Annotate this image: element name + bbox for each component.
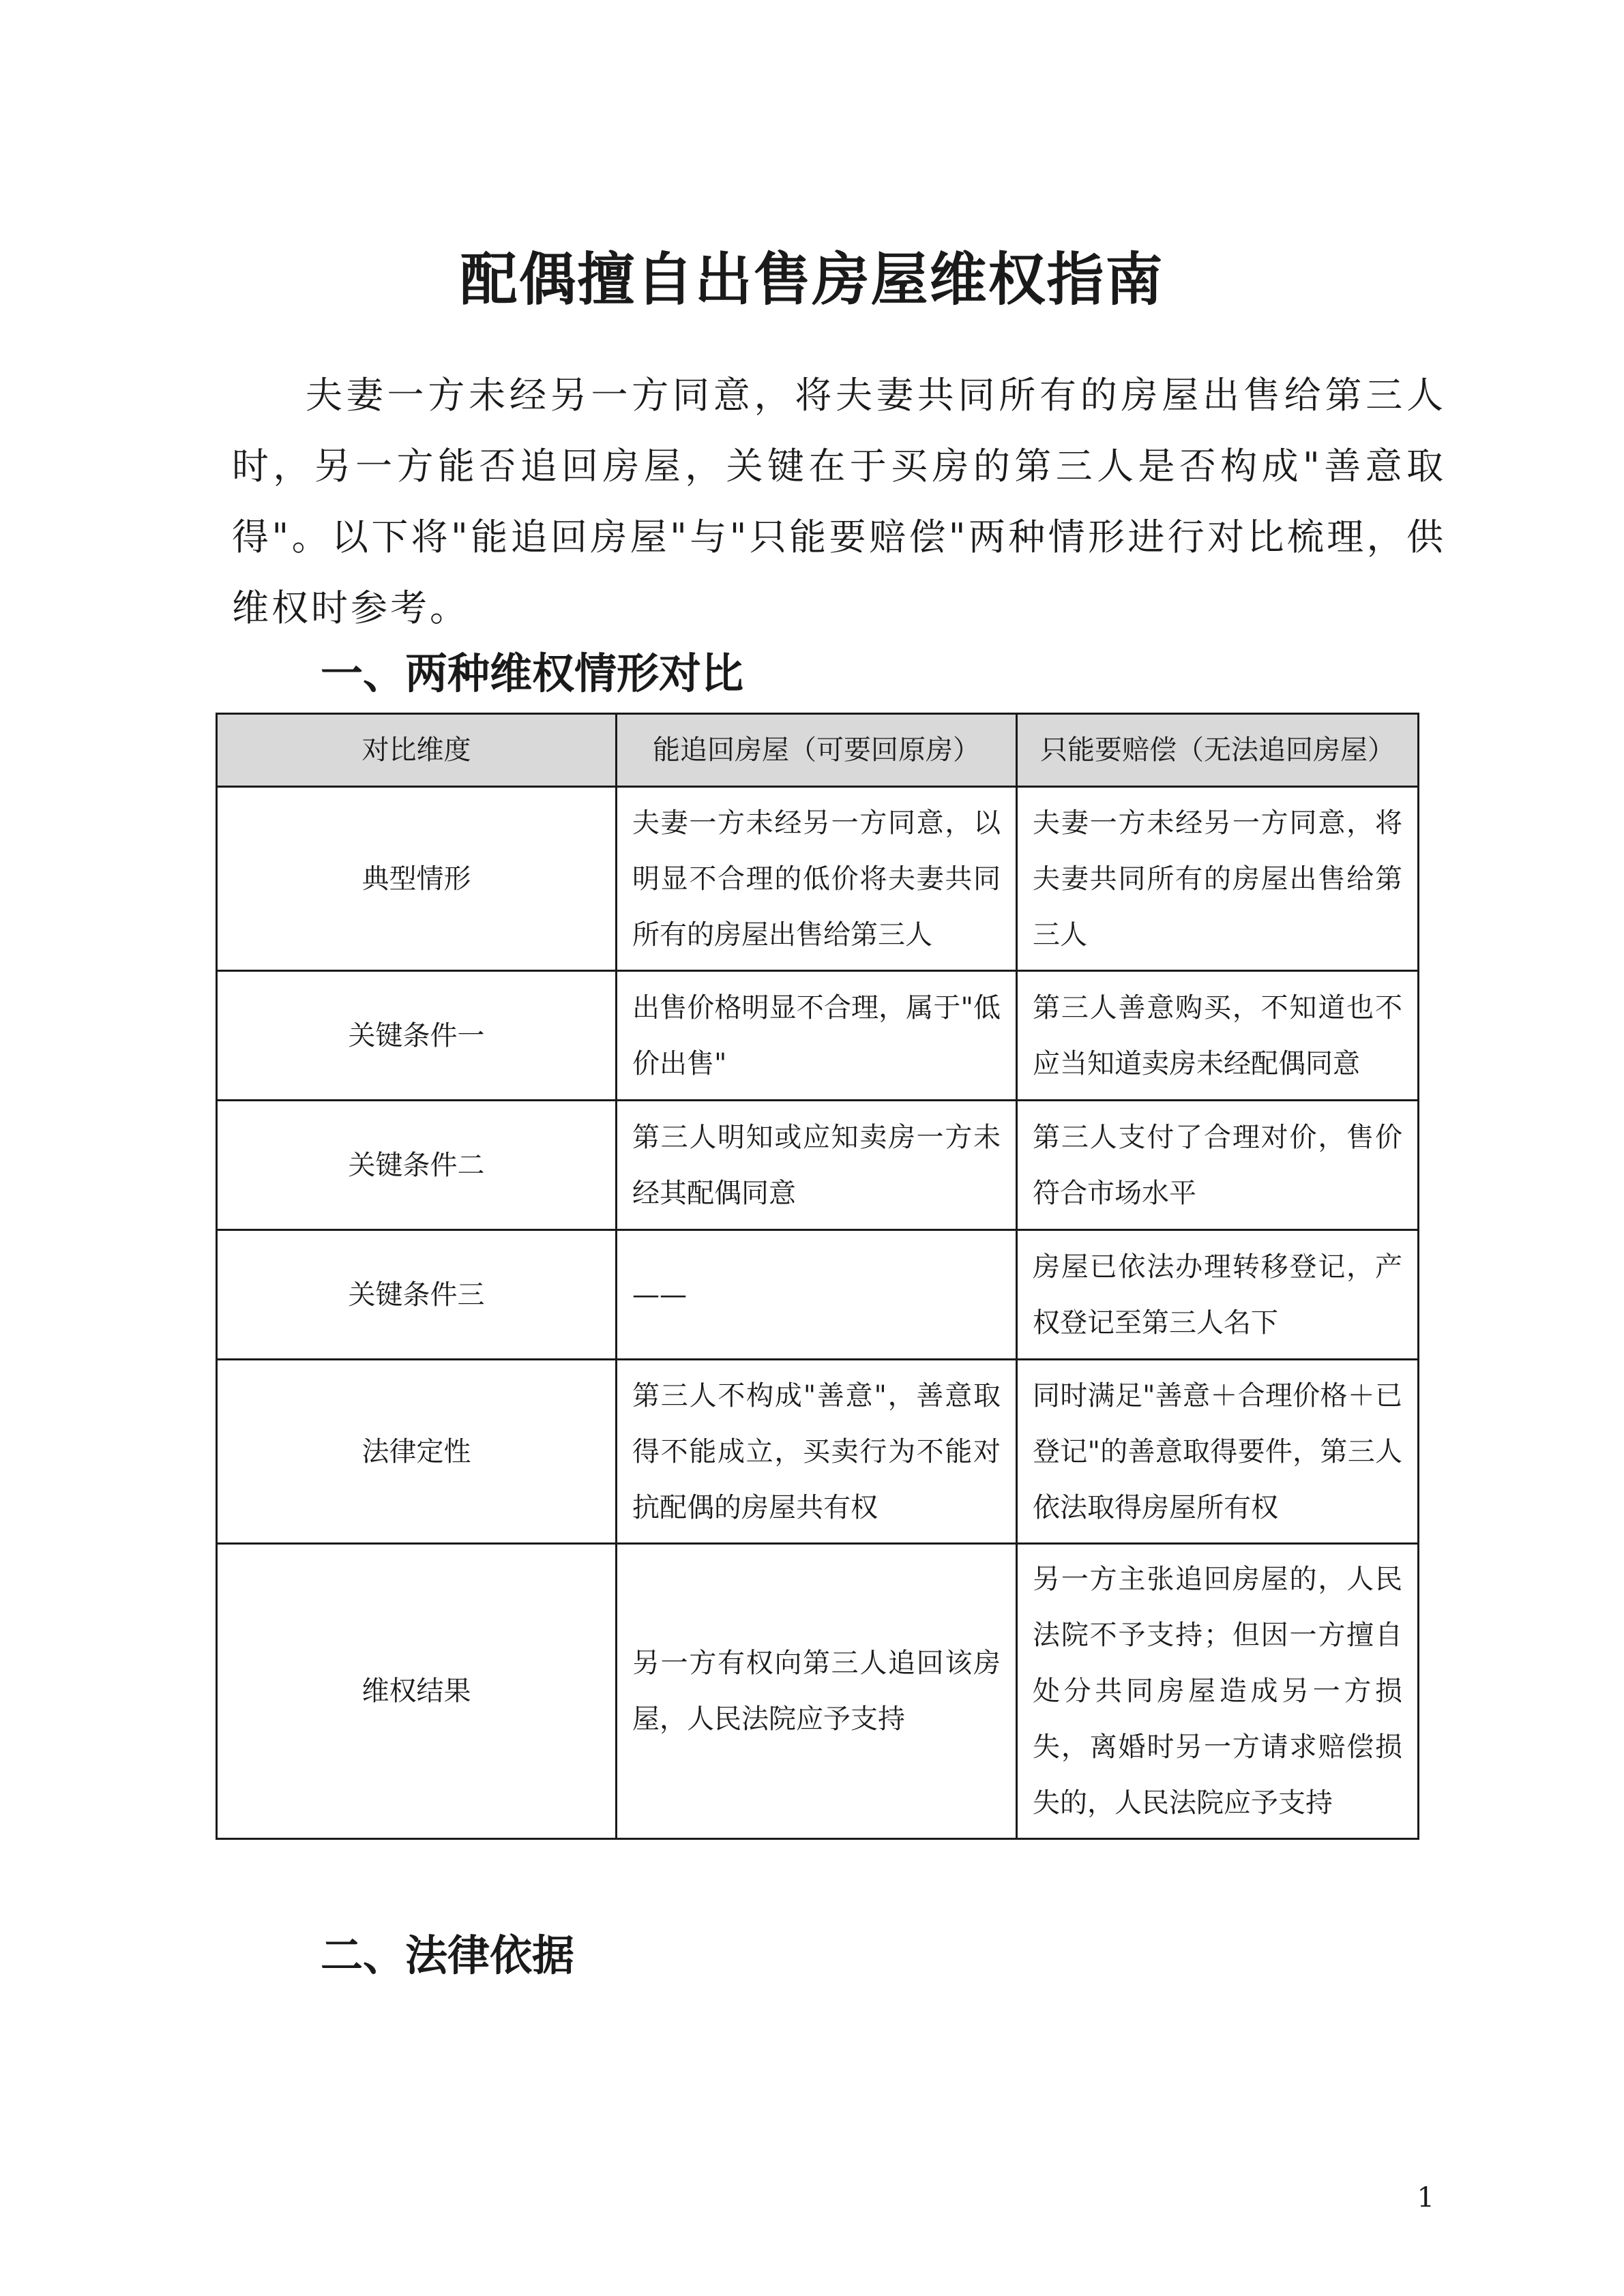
dimension-cell: 关键条件二 (217, 1101, 617, 1230)
compensate-cell: 第三人善意购买，不知道也不应当知道卖房未经配偶同意 (1017, 971, 1419, 1101)
header-dimension: 对比维度 (217, 714, 617, 787)
table-row (217, 1544, 1419, 1839)
intro-paragraph: 夫妻一方未经另一方同意，将夫妻共同所有的房屋出售给第三人时，另一方能否追回房屋，关键在于买房的第三人是否构成"善意取得"。以下将"能追回房屋"与"只能要赔偿"两种情形进行对比梳理，供维权时参考。 (232, 374, 1446, 629)
dimension-cell: 典型情形 (217, 787, 617, 971)
compensate-cell: 另一方主张追回房屋的，人民法院不予支持；但因一方擅自处分共同房屋造成另一方损失，离婚时另一方请求赔偿损失的，人民法院应予支持 (1017, 1544, 1419, 1839)
header-recover-house: 能追回房屋（可要回原房） (617, 714, 1017, 787)
compensate-cell: 房屋已依法办理转移登记，产权登记至第三人名下 (1017, 1230, 1419, 1360)
table-row (217, 1101, 1419, 1230)
recover-cell: 夫妻一方未经另一方同意，以明显不合理的低价将夫妻共同所有的房屋出售给第三人 (617, 787, 1017, 971)
header-compensation-only: 只能要赔偿（无法追回房屋） (1017, 714, 1419, 787)
recover-cell: 第三人不构成"善意"，善意取得不能成立，买卖行为不能对抗配偶的房屋共有权 (617, 1360, 1017, 1544)
table-row (217, 971, 1419, 1101)
comparison-table (216, 713, 1419, 1840)
recover-cell: —— (617, 1230, 1017, 1360)
compensate-cell: 同时满足"善意＋合理价格＋已登记"的善意取得要件，第三人依法取得房屋所有权 (1017, 1360, 1419, 1544)
recover-cell: 另一方有权向第三人追回该房屋，人民法院应予支持 (617, 1544, 1017, 1839)
table-header-row (217, 714, 1419, 787)
recover-cell: 出售价格明显不合理，属于"低价出售" (617, 971, 1017, 1101)
table-row (217, 787, 1419, 971)
section-heading-legal-basis: 二、法律依据 (321, 1930, 575, 1980)
compensate-cell: 夫妻一方未经另一方同意，将夫妻共同所有的房屋出售给第三人 (1017, 787, 1419, 971)
compensate-cell: 第三人支付了合理对价，售价符合市场水平 (1017, 1101, 1419, 1230)
dimension-cell: 关键条件一 (217, 971, 617, 1101)
table-row (217, 1230, 1419, 1360)
dimension-cell: 关键条件三 (217, 1230, 617, 1360)
document-title: 配偶擅自出售房屋维权指南 (460, 246, 1164, 313)
page-number: 1 (1417, 2182, 1434, 2213)
table-row (217, 1360, 1419, 1544)
recover-cell: 第三人明知或应知卖房一方未经其配偶同意 (617, 1101, 1017, 1230)
section-heading-comparison: 一、两种维权情形对比 (321, 648, 744, 698)
dimension-cell: 维权结果 (217, 1544, 617, 1839)
dimension-cell: 法律定性 (217, 1360, 617, 1544)
